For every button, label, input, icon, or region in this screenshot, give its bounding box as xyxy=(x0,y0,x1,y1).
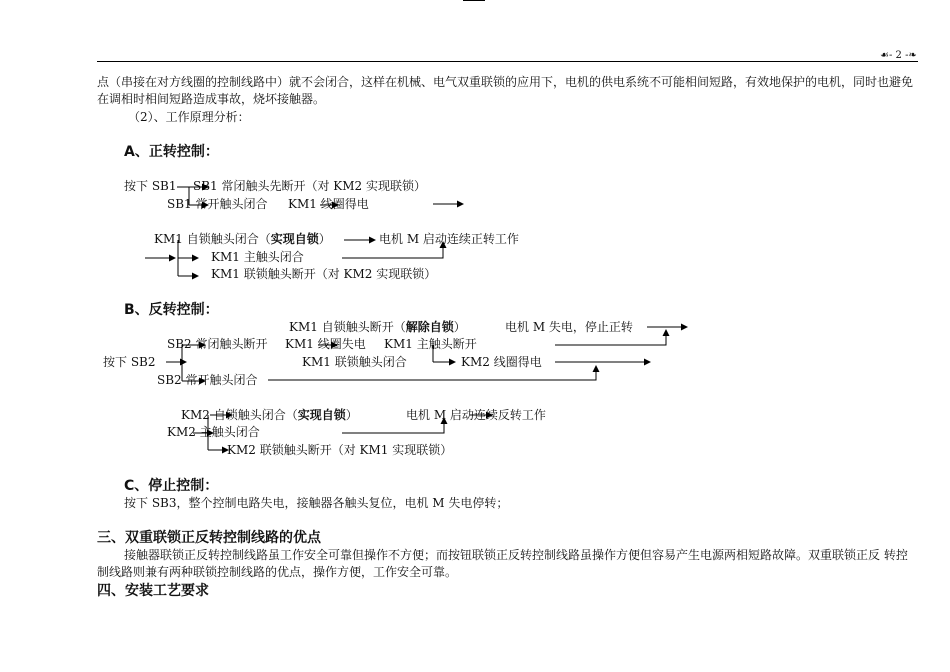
b-km2-self-lock-text: KM2 自锁触头闭合（ xyxy=(181,408,298,422)
b-km1-main-open: KM1 主触头断开 xyxy=(384,337,477,351)
section4-title: 四、安装工艺要求 xyxy=(97,583,209,599)
a-sb1-nc-open: SB1 常闭触头先断开（对 KM2 实现联锁） xyxy=(193,179,427,193)
a-km1-coil-on: KM1 线圈得电 xyxy=(288,197,369,211)
b-km1-coil-off: KM1 线圈失电 xyxy=(285,337,366,351)
b-up-to-stop xyxy=(555,330,666,345)
section-c-title: C、停止控制： xyxy=(124,478,219,494)
a-press-sb1: 按下 SB1 xyxy=(124,179,177,193)
a-km1-interlock-open: KM1 联锁触头断开（对 KM2 实现联锁） xyxy=(211,267,437,281)
b-km2-coil-on: KM2 线圈得电 xyxy=(461,355,542,369)
a-branch-sb1 xyxy=(177,187,189,205)
b-up-to-motor xyxy=(342,418,444,433)
a-close-paren: ） xyxy=(318,232,331,246)
a-sb1-no-close: SB1 常开触头闭合 xyxy=(167,197,268,211)
b-press-sb2: 按下 SB2 xyxy=(103,355,156,369)
section3-text: 接触器联锁正反转控制线路虽工作安全可靠但操作不方便；而按钮联锁正反转控制线路虽操作方便但容易产生电源两相短路故障。双重联锁正反 转控制线路则兼有两种联锁控制线路的优点，操作方便，工作安全可靠。 xyxy=(97,548,908,579)
page-number-left-ornament: ☙ xyxy=(880,50,889,61)
a-motor-forward: 电机 M 启动连续正转工作 xyxy=(379,232,519,246)
b-km2-interlock-open: KM2 联锁触头断开（对 KM1 实现联锁） xyxy=(227,443,453,457)
analysis-heading: （2）、工作原理分析： xyxy=(128,110,250,124)
a-up-to-motor xyxy=(342,242,443,258)
a-km1-self-lock-text: KM1 自锁触头闭合（ xyxy=(154,232,271,246)
b-unlock-emphasis: 解除自锁 xyxy=(405,320,454,334)
b-up-to-km2 xyxy=(268,366,596,380)
page-number-right-ornament: ❧ xyxy=(908,50,917,61)
b-km1-self-unlock-text: KM1 自锁触头断开（ xyxy=(289,320,406,334)
c-stop-text: 按下 SB3，整个控制电路失电，接触器各触头复位，电机 M 失电停转； xyxy=(124,496,509,510)
section-b-title: B、反转控制： xyxy=(124,302,219,318)
b-close-paren-2: ） xyxy=(345,408,358,422)
b-close-paren: ） xyxy=(453,320,466,334)
a-self-lock-emphasis: 实现自锁 xyxy=(270,232,319,246)
a-km1-main-close: KM1 主触头闭合 xyxy=(211,250,304,264)
section-a-title: A、正转控制： xyxy=(124,144,219,160)
b-motor-stop-forward: 电机 M 失电，停止正转 xyxy=(505,320,633,334)
b-km1-interlock-close: KM1 联锁触头闭合 xyxy=(302,355,407,369)
section3-title: 三、双重联锁正反转控制线路的优点 xyxy=(97,530,321,546)
b-self-lock-emphasis: 实现自锁 xyxy=(297,408,346,422)
b-km2-main-close: KM2 主触头闭合 xyxy=(167,425,260,439)
page-number-text: - 2 - xyxy=(888,50,909,61)
intro-paragraph: 点（串接在对方线圈的控制线路中）就不会闭合，这样在机械、电气双重联锁的应用下，电机的供电系统不可能相间短路，有效地保护的电机，同时也避免在调相时相间短路造成事故，烧坏接触器。 xyxy=(97,75,914,106)
b-sb2-nc-open: SB2 常闭触头断开 xyxy=(167,337,268,351)
b-motor-reverse: 电机 M 启动连续反转工作 xyxy=(406,408,546,422)
b-sb2-no-close: SB2 常开触头闭合 xyxy=(157,373,258,387)
